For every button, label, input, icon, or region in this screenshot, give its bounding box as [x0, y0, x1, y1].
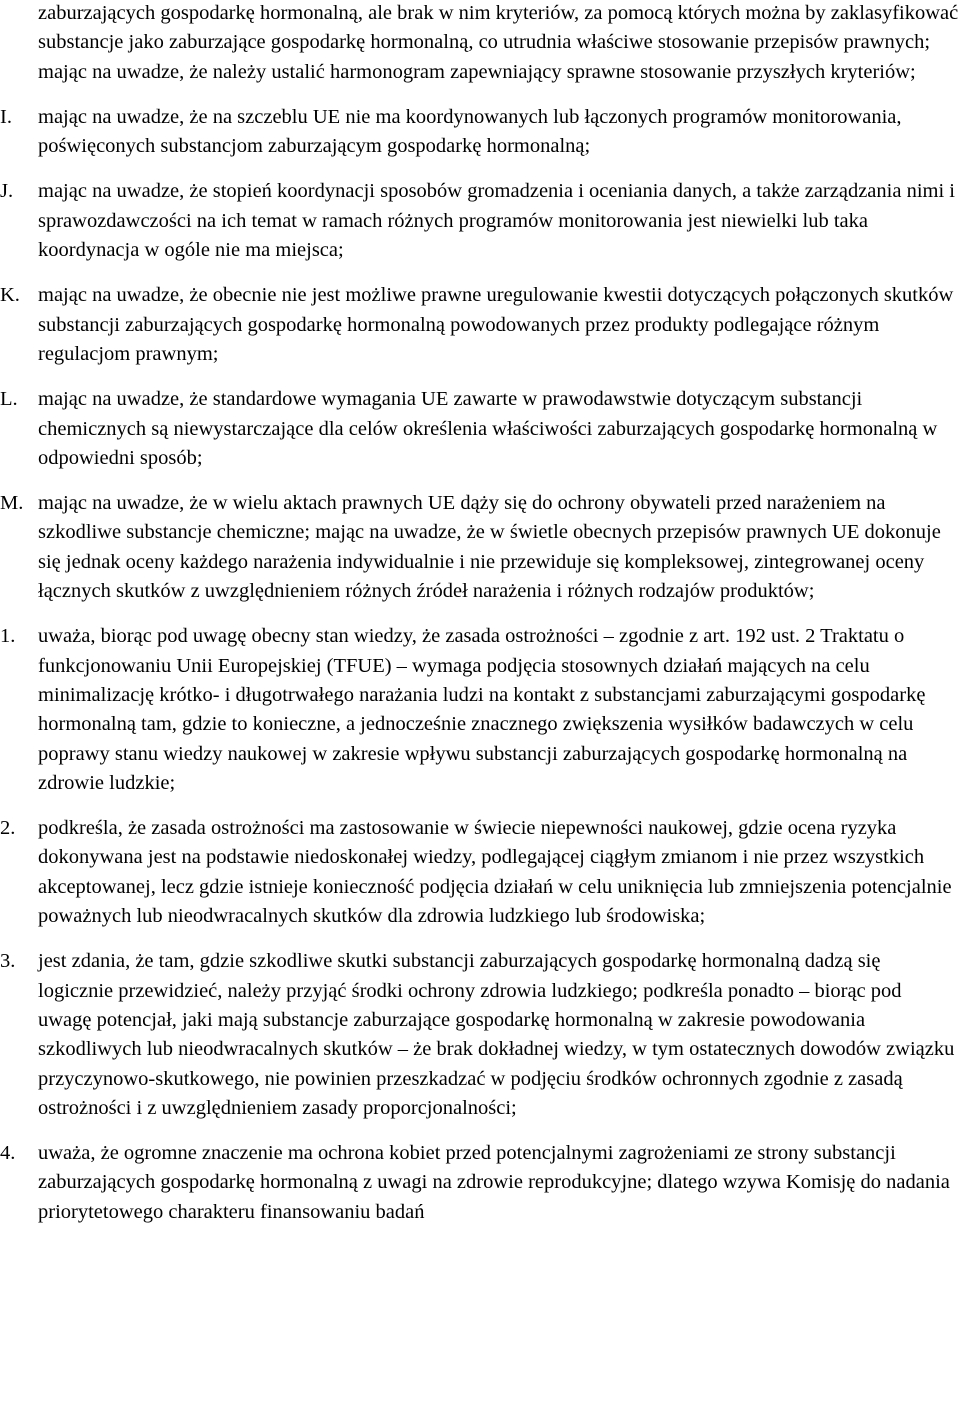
point-text: uważa, że ogromne znaczenie ma ochrona kobiet przed potencjalnymi zagrożeniami ze strony substancji zaburzających gospodarkę hormonalną z uwagi na zdrowie reprodukcyjne; dlatego wzywa Komisję do nadania priorytetowego charakteru finansowaniu badań	[38, 1142, 950, 1223]
recital-marker: K.	[0, 284, 20, 307]
continuation-paragraph	[0, 0, 960, 87]
point-marker: 1.	[0, 625, 16, 648]
recital-text: mając na uwadze, że w wielu aktach prawnych UE dąży się do ochrony obywateli przed narażeniem na szkodliwe substancje chemiczne; mając na uwadze, że w świetle obecnych przepisów prawnych UE dokonuje się jednak oceny każdego narażenia indywidualnie i nie przewiduje się kompleksowej, zintegrowanej oceny łącznych skutków z uwzględnieniem różnych źródeł narażenia i różnych rodzajów produktów;	[38, 492, 941, 603]
point-2	[0, 814, 960, 931]
recital-text: mając na uwadze, że na szczeblu UE nie ma koordynowanych lub łączonych programów monitorowania, poświęconych substancjom zaburzającym gospodarkę hormonalną;	[38, 105, 902, 158]
recital-l	[0, 385, 960, 473]
recital-k	[0, 281, 960, 369]
point-marker: 4.	[0, 1142, 16, 1165]
point-text: jest zdania, że tam, gdzie szkodliwe skutki substancji zaburzających gospodarkę hormonalną dadzą się logicznie przewidzieć, należy przyjąć środki ochrony zdrowia ludzkiego; podkreśla ponadto – biorąc pod uwagę potencjał, jaki mają substancje zaburzające gospodarkę hormonalną w zakresie powodowania szkodliwych lub nieodwracalnych skutków – że brak dokładnej wiedzy, w tym ostatecznych dowodów związku przyczynowo-skutkowego, nie powinien przeszkadzać w podjęciu środków ochronnych zgodnie z zasadą ostrożności i z uwzględnieniem zasady proporcjonalności;	[38, 950, 955, 1119]
point-4	[0, 1139, 960, 1227]
recital-marker: M.	[0, 492, 24, 515]
point-marker: 2.	[0, 817, 16, 840]
recital-marker: J.	[0, 180, 14, 203]
recital-marker: L.	[0, 388, 18, 411]
recital-m	[0, 489, 960, 606]
recital-j	[0, 177, 960, 265]
recital-marker: I.	[0, 105, 12, 128]
recital-text: mając na uwadze, że standardowe wymagania UE zawarte w prawodawstwie dotyczącym substancji chemicznych są niewystarczające dla celów określenia właściwości zaburzających gospodarkę hormonalną w odpowiedni sposób;	[38, 388, 938, 469]
point-1	[0, 622, 960, 798]
point-text: uważa, biorąc pod uwagę obecny stan wiedzy, że zasada ostrożności – zgodnie z art. 192 ust. 2 Traktatu o funkcjonowaniu Unii Europejskiej (TFUE) – wymaga podjęcia stosownych działań mających na celu minimalizację krótko- i długotrwałego narażania ludzi na kontakt z substancjami zaburzającymi gospodarkę hormonalną tam, gdzie to konieczne, a jednocześnie znacznego zwiększenia wysiłków badawczych w celu poprawy stanu wiedzy naukowej w zakresie wpływu substancji zaburzających gospodarkę hormonalną na zdrowie ludzkie;	[38, 625, 926, 794]
point-marker: 3.	[0, 950, 16, 973]
recital-text: mając na uwadze, że obecnie nie jest możliwe prawne uregulowanie kwestii dotyczących połączonych skutków substancji zaburzających gospodarkę hormonalną powodowanych przez produkty podlegające różnym regulacjom prawnym;	[38, 284, 954, 365]
recital-text: mając na uwadze, że stopień koordynacji sposobów gromadzenia i oceniania danych, a także zarządzania nimi i sprawozdawczości na ich temat w ramach różnych programów monitorowania jest niewielki lub taka koordynacja w ogóle nie ma miejsca;	[38, 180, 955, 262]
recital-i	[0, 103, 960, 162]
continuation-text: zaburzających gospodarkę hormonalną, ale brak w nim kryteriów, za pomocą których można by zaklasyfikować substancje jako zaburzające gospodarkę hormonalną, co utrudnia właściwe stosowanie przepisów prawnych; mając na uwadze, że należy ustalić harmonogram zapewniający sprawne stosowanie przyszłych kryteriów;	[38, 2, 959, 83]
point-3	[0, 947, 960, 1123]
point-text: podkreśla, że zasada ostrożności ma zastosowanie w świecie niepewności naukowej, gdzie ocena ryzyka dokonywana jest na podstawie niedoskonałej wiedzy, podlegającej ciągłym zmianom i nie przez wszystkich akceptowanej, lecz gdzie istnieje konieczność podjęcia działań w celu uniknięcia lub zmniejszenia potencjalnie poważnych lub nieodwracalnych skutków dla zdrowia ludzkiego lub środowiska;	[38, 817, 952, 928]
